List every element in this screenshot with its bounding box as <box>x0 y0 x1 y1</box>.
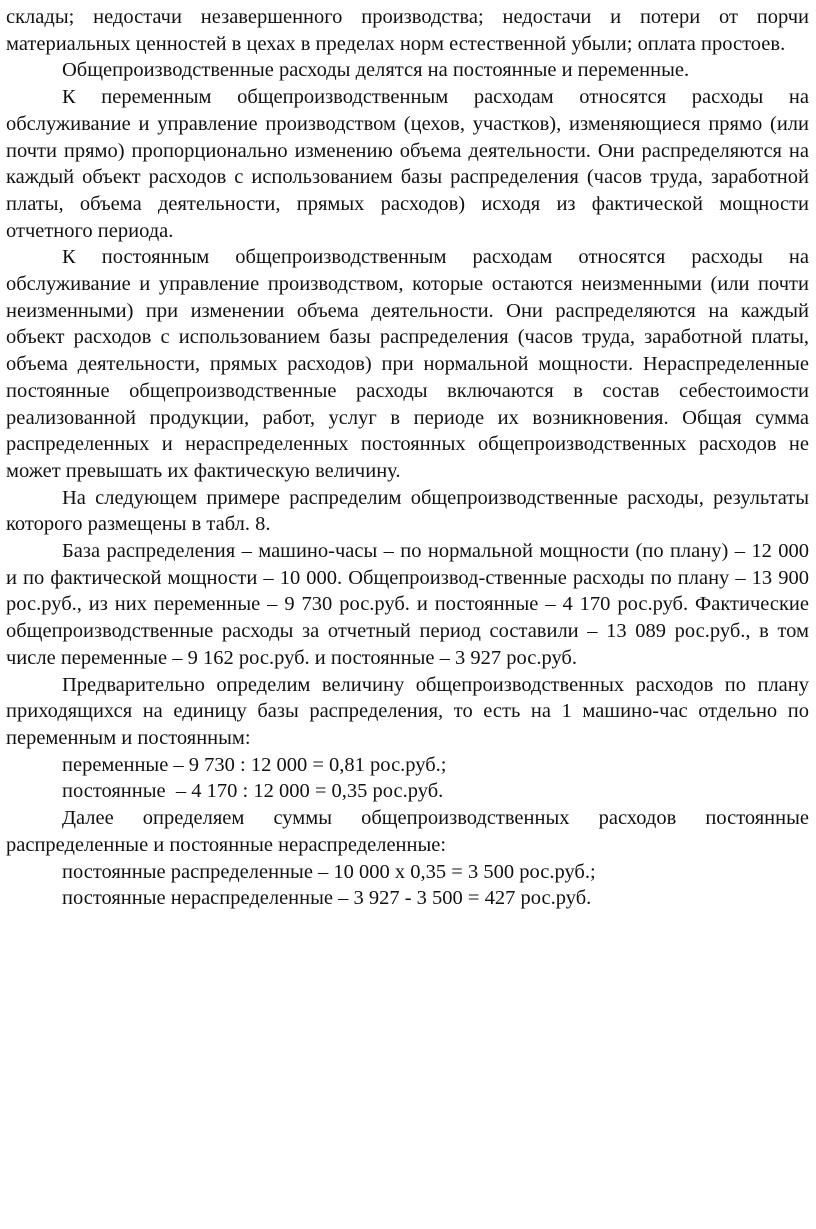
paragraph-next-step: Далее определяем суммы общепроизводственных расходов постоянные распределенные и постоянные нераспределенные: <box>6 807 809 856</box>
paragraph-preliminary: Предварительно определим величину общепроизводственных расходов по плану приходящихся на единицу базы распределения, то есть на 1 машино-час отдельно по переменным и постоянным: <box>6 673 809 749</box>
paragraph-fixed-costs: К постоянным общепроизводственным расходам относятся расходы на обслуживание и управление производством, которые остаются неизменными (или почти неизменными) при изменении объема деятельности. Они распределяются на каждый объект расходов с использованием базы распределения (часов труда, заработной платы, объема деятельности, прямых расходов) при нормальной мощности. Нераспределенные постоянные общепроизводственные расходы включаются в состав себестоимости реализованной продукции, работ, услуг в периоде их возникновения. Общая сумма распределенных и нераспределенных постоянных общепроизводственных расходов не может превышать их фактическую величину. <box>6 246 809 482</box>
calculation-fixed-rate: постоянные – 4 170 : 12 000 = 0,35 рос.руб. <box>62 780 444 803</box>
paragraph-example-intro: На следующем примере распределим общепроизводственные расходы, результаты которого размещены в табл. 8. <box>6 486 809 536</box>
paragraph-continuation: склады; недостачи незавершенного производства; недостачи и потери от порчи материальных ценностей в цехах в пределах норм естественной убыли; оплата простоев. <box>6 6 809 55</box>
calculation-variable-rate: переменные – 9 730 : 12 000 = 0,81 рос.руб.; <box>62 753 447 776</box>
paragraph-variable-costs: К переменным общепроизводственным расходам относятся расходы на обслуживание и управление производством (цехов, участков), изменяющиеся прямо (или почти прямо) пропорционально изменению объема деятельности. Они распределяются на каждый объект расходов с использованием базы распределения (часов труда, заработной платы, объема деятельности, прямых расходов) исходя из фактической мощности отчетного периода. <box>6 86 809 242</box>
paragraph-types: Общепроизводственные расходы делятся на постоянные и переменные. <box>62 59 690 82</box>
paragraph-allocation-base: База распределения – машино-часы – по нормальной мощности (по плану) – 12 000 и по фактической мощности – 10 000. Общепроизвод-ственные расходы по плану – 13 900 рос.руб., из них переменные – 9 730 рос.руб. и постоянные – 4 170 рос.руб. Фактические общепроизводственные расходы за отчетный период составили – 13 089 рос.руб., в том числе переменные – 9 162 рос.руб. и постоянные – 3 927 рос.руб. <box>6 540 809 669</box>
calculation-fixed-allocated: постоянные распределенные – 10 000 х 0,35 = 3 500 рос.руб.; <box>62 860 596 883</box>
calculation-fixed-unallocated: постоянные нераспределенные – 3 927 - 3 500 = 427 рос.руб. <box>62 887 592 910</box>
